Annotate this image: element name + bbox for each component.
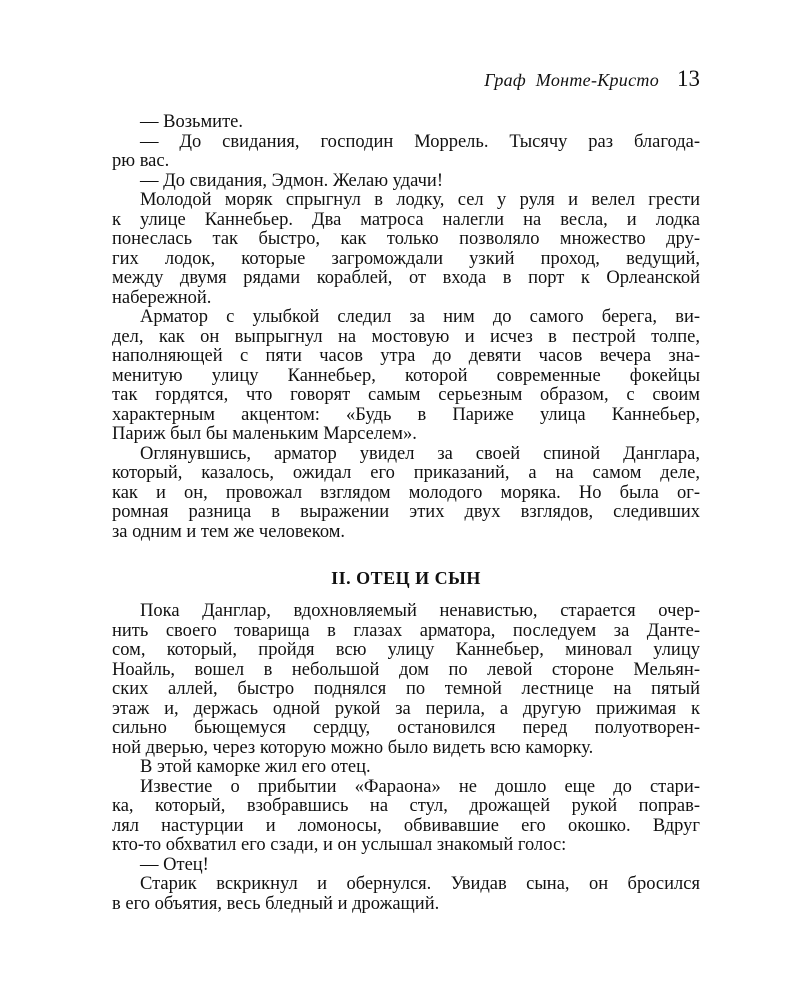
text-line: ка, который, взобравшись на стул, дрожащей рукой поправ- bbox=[112, 796, 700, 816]
text-line: менитую улицу Каннебьер, которой современные фокейцы bbox=[112, 365, 700, 386]
text-line: сильно бьющемуся сердцу, остановился перед полуотворен- bbox=[112, 718, 700, 738]
text-line: сом, который, пройдя всю улицу Каннебьер, миновал улицу bbox=[112, 640, 700, 660]
text-line: кто-то обхватил его сзади, и он услышал знакомый голос: bbox=[112, 835, 567, 855]
chapter-heading: II. ОТЕЦ И СЫН bbox=[331, 568, 481, 588]
text-line: ромная разница в выражении этих двух взглядов, следивших bbox=[112, 502, 700, 522]
text-line: ских аллей, быстро поднялся по темной лестнице на пятый bbox=[112, 679, 700, 699]
text-block-1 bbox=[112, 113, 700, 542]
text-line: Молодой моряк спрыгнул в лодку, сел у руля и велел грести bbox=[140, 190, 700, 210]
text-block-2 bbox=[112, 602, 700, 914]
text-line: гих лодок, которые загромождали узкий проход, ведущий, bbox=[112, 248, 700, 269]
text-line: как и он, провожал взглядом молодого моряка. Но была ог- bbox=[112, 482, 700, 503]
text-line: — До свидания, Эдмон. Желаю удачи! bbox=[140, 170, 443, 191]
text-line: который, казалось, ожидал его приказаний, а на самом деле, bbox=[112, 463, 700, 483]
text-line: В этой каморке жил его отец. bbox=[140, 757, 371, 777]
text-line: — Отец! bbox=[140, 854, 209, 875]
text-line: Ноайль, вошел в небольшой дом по левой стороне Мельян- bbox=[112, 659, 700, 680]
text-line: за одним и тем же человеком. bbox=[112, 521, 346, 542]
text-line: в его объятия, весь бледный и дрожащий. bbox=[112, 893, 440, 914]
text-line: ной дверью, через которую можно было видеть всю каморку. bbox=[112, 737, 594, 758]
text-line: дел, как он выпрыгнул на мостовую и исчез в пестрой толпе, bbox=[112, 326, 700, 347]
page-number: 13 bbox=[677, 66, 700, 91]
text-line: этаж и, держась одной рукой за перила, а другую прижимая к bbox=[112, 698, 700, 719]
text-line: так гордятся, что говорят самым серьезным образом, с своим bbox=[112, 385, 700, 405]
text-line: набережной. bbox=[112, 287, 212, 308]
text-line: нить своего товарища в глазах арматора, последуем за Данте- bbox=[112, 620, 700, 641]
text-line: Известие о прибытии «Фараона» не дошло еще до стари- bbox=[140, 776, 700, 797]
text-line: понеслась так быстро, как только позволяло множество дру- bbox=[112, 229, 700, 249]
text-line: — Возьмите. bbox=[140, 112, 243, 132]
text-line: между двумя рядами кораблей, от входа в порт к Орлеанской bbox=[112, 268, 700, 288]
text-line: Оглянувшись, арматор увидел за своей спиной Данглара, bbox=[140, 443, 700, 464]
text-line: лял настурции и ломоносы, обвивавшие его окошко. Вдруг bbox=[112, 815, 700, 836]
book-title: Граф Монте-Кристо bbox=[484, 70, 659, 90]
text-line: к улице Каннебьер. Два матроса налегли на весла, и лодка bbox=[112, 209, 700, 230]
running-head bbox=[484, 66, 700, 92]
text-line: Пока Данглар, вдохновляемый ненавистью, старается очер- bbox=[140, 601, 700, 621]
text-line: Старик вскрикнул и обернулся. Увидав сына, он бросился bbox=[140, 874, 700, 894]
text-line: рю вас. bbox=[112, 151, 170, 171]
text-line: — До свидания, господин Моррель. Тысячу раз благода- bbox=[140, 131, 700, 152]
text-line: наполняющей с пяти часов утра до девяти часов вечера зна- bbox=[112, 346, 700, 366]
text-line: Арматор с улыбкой следил за ним до самого берега, ви- bbox=[140, 307, 700, 327]
text-line: Париж был бы маленьким Марселем». bbox=[112, 424, 417, 444]
text-line: характерным акцентом: «Будь в Париже улица Каннебьер, bbox=[112, 404, 700, 425]
